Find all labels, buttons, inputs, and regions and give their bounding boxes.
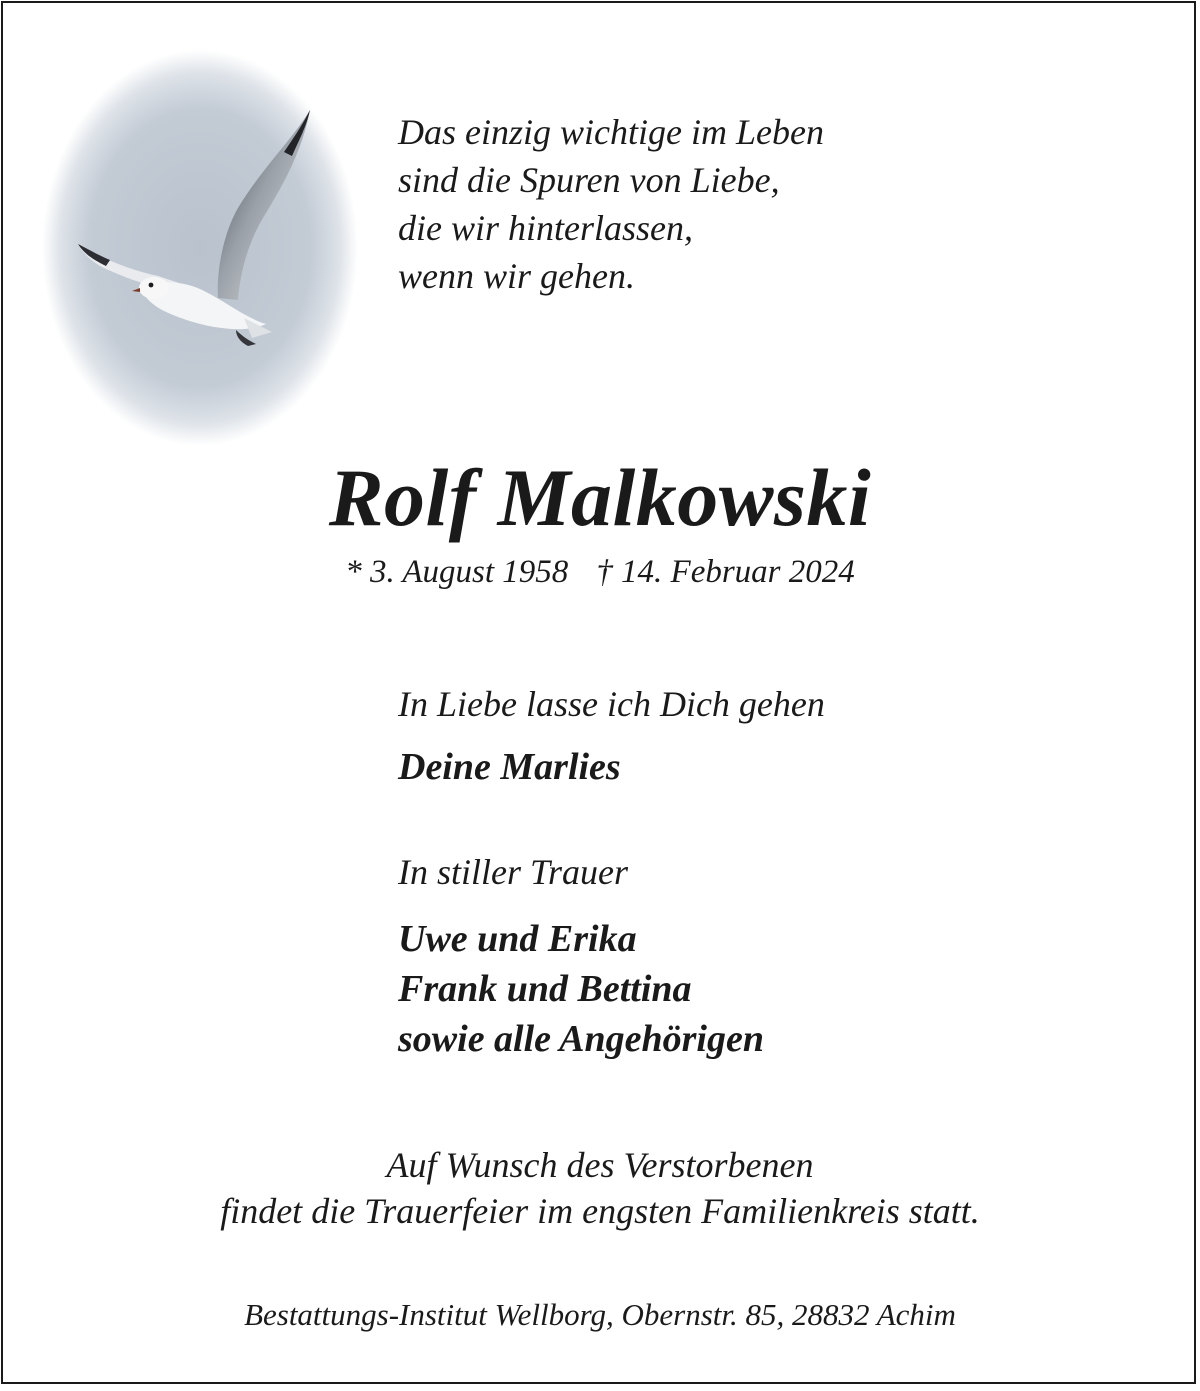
mourner-signers-2 xyxy=(398,914,764,1064)
notice-line: findet die Trauerfeier im engsten Familienkreis statt. xyxy=(220,1191,980,1231)
life-dates xyxy=(0,552,1200,592)
notice-line: Auf Wunsch des Verstorbenen xyxy=(386,1145,814,1185)
quote-line: wenn wir gehen. xyxy=(398,256,635,296)
quote-line: die wir hinterlassen, xyxy=(398,208,693,248)
quote-line: sind die Spuren von Liebe, xyxy=(398,160,780,200)
mourner-signer: Uwe und Erika xyxy=(398,918,637,960)
mourner-signer: Frank und Bettina xyxy=(398,968,692,1010)
death-date: † 14. Februar 2024 xyxy=(596,554,855,590)
seagull-photo xyxy=(40,48,360,448)
mourner-intro-1: In Liebe lasse ich Dich gehen xyxy=(398,684,825,724)
mourner-signer: sowie alle Angehörigen xyxy=(398,1018,764,1060)
funeral-home: Bestattungs-Institut Wellborg, Obernstr. 85, 28832 Achim xyxy=(244,1297,956,1332)
birth-date: * 3. August 1958 xyxy=(345,554,569,590)
sky-oval xyxy=(42,50,358,446)
mourner-signer-1: Deine Marlies xyxy=(398,746,621,788)
quote-line: Das einzig wichtige im Leben xyxy=(398,112,824,152)
funeral-notice xyxy=(0,1142,1200,1234)
deceased-name: Rolf Malkowski xyxy=(328,452,872,543)
memorial-quote xyxy=(398,108,824,300)
mourner-intro-2: In stiller Trauer xyxy=(398,852,629,892)
